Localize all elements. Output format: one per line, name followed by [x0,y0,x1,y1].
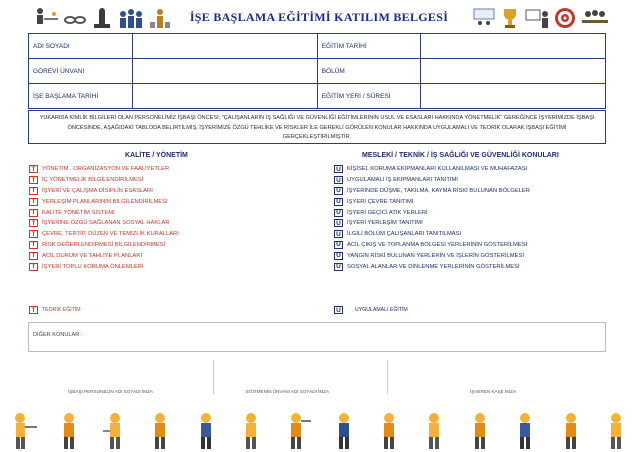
header-right-icons [472,2,610,30]
safety-worker-icon [101,410,129,450]
list-item[interactable] [29,250,179,261]
practice-marker[interactable]: U [334,176,343,184]
topic-label: YÖNETİM , ORGANİZASYON VE FAALİYETLER [42,166,170,173]
topic-label: ÇEVRE, TERTİP, DÜZEN VE TEMİZLİK KURALLARI [42,231,179,238]
list-item[interactable] [29,240,179,251]
signature-divider [213,360,214,394]
practice-legend [334,306,408,314]
list-item[interactable] [29,164,179,175]
practice-marker[interactable]: U [334,187,343,195]
footer-illustration [0,396,638,450]
construction-worker-icon [55,410,83,450]
name-label: ADI SOYADI [29,34,133,59]
topic-label: İŞYERİ TOPLU KORUMA ÖNLEMLERİ [42,263,144,270]
training-place-field[interactable] [421,84,606,109]
list-item[interactable] [29,196,179,207]
list-item[interactable] [334,261,530,272]
topic-label: KALİTE YÖNETİM SİSTEMİ [42,209,115,216]
theory-marker[interactable]: T [29,230,38,238]
personnel-info-table [28,33,606,109]
topic-label: YERLEŞİM PLANLARININ BİLGİLENDİRİLMESİ [42,198,168,205]
construction-worker-icon [557,410,585,450]
list-item[interactable] [334,250,530,261]
topic-label: YANGIN RİSKİ BULUNAN YERLERİN VE İŞLERİN GÖSTERİLMESİ [347,252,524,259]
list-item[interactable] [29,175,179,186]
construction-worker-icon [375,410,403,450]
students-icon [472,6,496,30]
theory-marker[interactable]: T [29,176,38,184]
list-item[interactable] [334,207,530,218]
theory-marker[interactable]: T [29,263,38,271]
employee-signature-label: İŞBAŞI PERSONELİN ADI SOYADI İMZA [68,389,153,394]
training-date-label: EĞİTİM TARİHİ [317,34,420,59]
list-item[interactable] [334,196,530,207]
practice-marker[interactable]: U [334,165,343,173]
topic-label: İŞYERİ ÇEVRE TANITIMI [347,198,414,205]
list-item[interactable] [29,261,179,272]
topic-label: KİŞİSEL KORUMA EKİPMANLARI KULLANILMASI VE MUHAFAZASI [347,166,528,173]
topic-label: İÇ YÖNETMELİK BİLGİLENDİRİLMESİ [42,177,144,184]
topic-label: SOSYAL ALANLAR VE DİNLENME YERLERİNİN GÖSTERİLMESİ [347,263,520,270]
document-title: İŞE BAŞLAMA EĞİTİMİ KATILIM BELGESİ [189,10,449,24]
training-date-field[interactable] [421,34,606,59]
theory-legend-label: TEORİK EĞİTİM [42,307,81,313]
topic-label: RİSK DEĞERLENDİRMESİ BİLGİLENDİRMESİ [42,241,166,248]
theory-marker[interactable]: T [29,165,38,173]
practice-marker[interactable]: U [334,252,343,260]
engineer-icon [330,410,358,450]
theory-legend-marker: T [29,306,38,314]
meeting-icon [580,6,610,30]
theory-marker[interactable]: T [29,187,38,195]
signature-divider [387,360,388,394]
theory-marker[interactable]: T [29,198,38,206]
topic-label: İŞYERİNE ÖZGÜ SAĞLANAN SOSYAL HAKLAR [42,220,170,227]
training-place-label: EĞİTİM YERİ / SÜRESİ [317,84,420,109]
topic-label: ACİL DURUM VE TAHLİYE PLANLARI [42,252,143,259]
list-item[interactable] [334,175,530,186]
other-topics-field[interactable] [28,322,606,352]
practice-marker[interactable]: U [334,241,343,249]
right-topic-list [334,164,530,272]
practice-marker[interactable]: U [334,198,343,206]
list-item[interactable] [29,207,179,218]
topic-label: İŞYERİ YERLEŞİM TANITIMI [347,220,423,227]
position-label: GÖREVİ ÜNVANI [29,59,133,84]
list-item[interactable] [29,186,179,197]
other-topics-label: DİĞER KONULAR : [33,332,83,338]
start-date-field[interactable] [132,84,317,109]
topic-label: İLGİLİ BÖLÜM ÇALIŞANLARI TANITILMASI [347,231,462,238]
employer-signature-label: İŞVEREN KAŞE İMZA [470,389,516,394]
safety-worker-icon [602,410,630,450]
topic-label: İŞYERİNDE DÜŞME, TAKILMA, KAYMA RİSKİ BULUNAN BÖLGELER [347,187,530,194]
safety-worker-icon [237,410,265,450]
topic-label: ACİL ÇIKIŞ VE TOPLANMA BÖLGESİ YERLERİNİN GÖSTERİLMESİ [347,241,528,248]
department-field[interactable] [421,59,606,84]
start-date-label: İŞE BAŞLAMA TARİHİ [29,84,133,109]
name-field[interactable] [132,34,317,59]
intro-text: YUKARIDA KİMLİK BİLGİLERİ OLAN PERSONELİMİZ İŞBAŞI ÖNCESİ; "ÇALIŞANLARIN İŞ SAĞLIĞI VE GÜVENLİĞİ EĞİTİMLERİNİN USUL VE ESASLARI HAKKINDA YÖNETMELİK" GEREĞİNCE İŞYERİMİZDE İŞBAŞI ÖNCESİNDE, AŞAĞIDAKİ TABLODA BELİRTİLMİŞ, İŞYERİMİZE ÖZGÜ TEHLİKE VE RİSKLER İLE GEREKLİ GÖRÜLEN KONULAR HAKKINDA UYGULAMALI VE TEORİK OLARAK İŞBAŞI EĞİTİMİ GERÇEKLEŞTİRİLMİŞTİR. [28,110,606,144]
practice-legend-marker: U [334,306,343,314]
position-field[interactable] [132,59,317,84]
topic-label: İŞYERİ GEÇİCİ ATIK YERLERİ [347,209,428,216]
trophy-icon [499,6,521,30]
theory-marker[interactable]: T [29,219,38,227]
theory-marker[interactable]: T [29,241,38,249]
list-item[interactable] [29,229,179,240]
practice-marker[interactable]: U [334,209,343,217]
engineer-icon [511,410,539,450]
target-icon [553,6,577,30]
practice-legend-label: UYGULAMALI EĞİTİM [355,307,408,313]
list-item[interactable] [334,164,530,175]
theory-marker[interactable]: T [29,209,38,217]
department-label: BÖLÜM [317,59,420,84]
topic-label: İŞYERİ VE ÇALIŞMA DİSİPLİN ESASLARI [42,187,153,194]
practice-marker[interactable]: U [334,263,343,271]
construction-worker-icon [282,410,312,450]
construction-worker-icon [146,410,174,450]
safety-worker-icon [420,410,448,450]
right-column-title: MESLEKİ / TEKNİK / İŞ SAĞLIĞI VE GÜVENLİĞİ KONULARI [362,152,559,159]
list-item[interactable] [334,218,530,229]
construction-worker-icon [466,410,494,450]
construction-worker-icon [8,410,38,450]
practice-marker[interactable]: U [334,230,343,238]
list-item[interactable] [334,229,530,240]
left-topic-list [29,164,179,272]
theory-legend [29,306,81,314]
left-column-title: KALİTE / YÖNETİM [125,152,188,159]
list-item[interactable] [29,218,179,229]
list-item[interactable] [334,240,530,251]
practice-marker[interactable]: U [334,219,343,227]
trainer-signature-label: EĞİTMENİN ÜNVANI ADI SOYADI İMZA [246,389,330,394]
engineer-icon [192,410,220,450]
list-item[interactable] [334,186,530,197]
training-icon [524,6,550,30]
theory-marker[interactable]: T [29,252,38,260]
topic-label: UYGULAMALI İŞ EKİPMANLARI TANITIMI [347,177,458,184]
